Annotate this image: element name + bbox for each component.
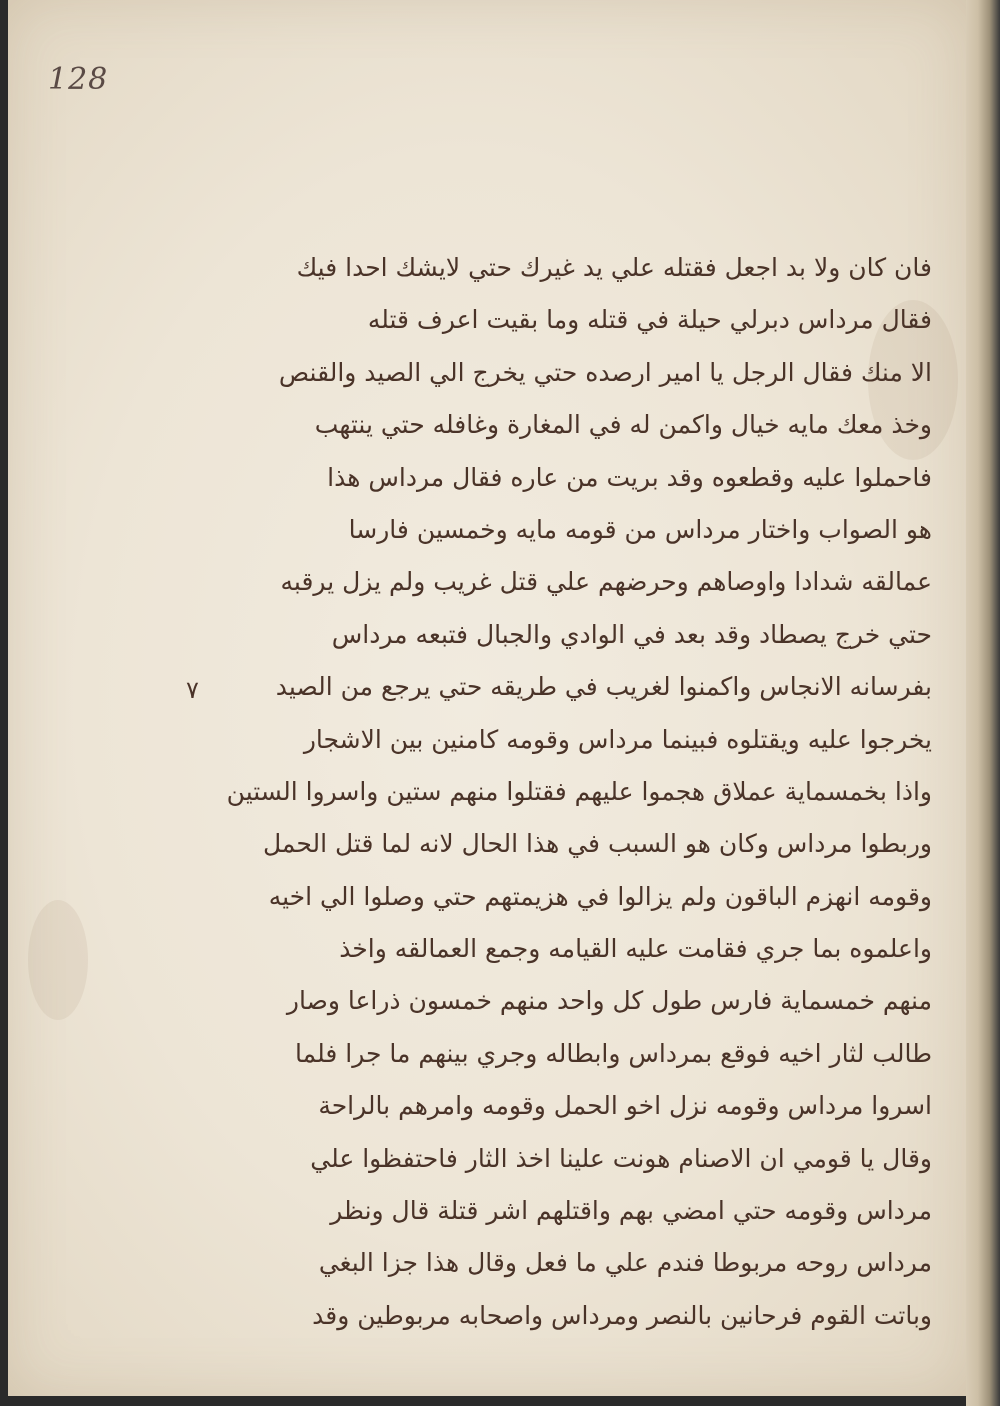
paper-stain (28, 900, 88, 1020)
margin-mark: ٧ (186, 676, 199, 704)
text-line: فان كان ولا بد اجعل فقتله علي يد غيرك حتي لايشك احدا فيك (296, 253, 932, 282)
binding-edge (966, 0, 1000, 1406)
manuscript-text (170, 242, 932, 1342)
text-line: الا منك فقال الرجل يا امير ارصده حتي يخرج الي الصيد والقنص (278, 357, 932, 387)
text-line: حتي خرج يصطاد وقد بعد في الوادي والجبال فتبعه مرداس (331, 619, 932, 649)
text-line: فاحملوا عليه وقطعوه وقد بريت من عاره فقال مرداس هذا (327, 462, 932, 492)
text-line: وباتت القوم فرحانين بالنصر ومرداس واصحابه مربوطين وقد (312, 1300, 932, 1330)
text-line: مرداس روحه مربوطا فندم علي ما فعل وقال هذا جزا البغي (318, 1248, 932, 1278)
text-line: بفرسانه الانجاس واكمنوا لغريب في طريقه حتي يرجع من الصيد (275, 672, 932, 702)
text-line: وخذ معك مايه خيال واكمن له في المغارة وغافله حتي ينتهب (314, 410, 932, 440)
text-line: واذا بخمسماية عملاق هجموا عليهم فقتلوا منهم ستين واسروا الستين (226, 776, 932, 806)
text-line: وقومه انهزم الباقون ولم يزالوا في هزيمتهم حتي وصلوا الي اخيه (268, 881, 932, 911)
text-line: مرداس وقومه حتي امضي بهم واقتلهم اشر قتلة قال ونظر (330, 1196, 932, 1226)
text-line: وربطوا مرداس وكان هو السبب في هذا الحال لانه لما قتل الحمل (262, 829, 932, 859)
text-line: طالب لثار اخيه فوقع بمرداس وابطاله وجري بينهم ما جرا فلما (295, 1038, 932, 1068)
text-line: هو الصواب واختار مرداس من قومه مايه وخمسين فارسا (348, 514, 932, 544)
text-line: وقال يا قومي ان الاصنام هونت علينا اخذ الثار فاحتفظوا علي (310, 1143, 932, 1173)
text-line: عمالقه شدادا واوصاهم وحرضهم علي قتل غريب ولم يزل يرقبه (280, 567, 932, 597)
text-line: منهم خمسماية فارس طول كل واحد منهم خمسون ذراعا وصار (286, 986, 932, 1016)
text-line: يخرجوا عليه ويقتلوه فبينما مرداس وقومه كامنين بين الاشجار (303, 724, 932, 754)
text-line: فقال مرداس دبرلي حيلة في قتله وما بقيت اعرف قتله (367, 305, 932, 335)
text-line: واعلموه بما جري فقامت عليه القيامه وجمع العمالقه واخذ (339, 934, 932, 964)
text-line: اسروا مرداس وقومه نزل اخو الحمل وقومه وامرهم بالراحة (318, 1091, 932, 1121)
folio-number: 128 (48, 62, 109, 97)
